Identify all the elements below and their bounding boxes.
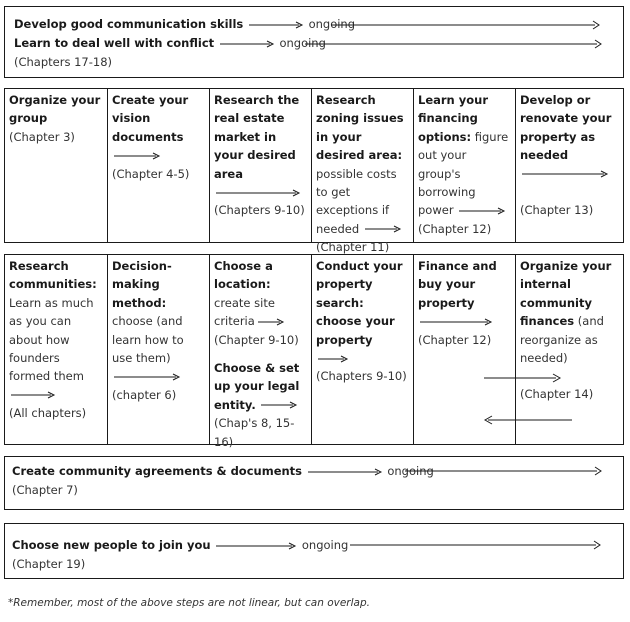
step-property-search — [311, 255, 413, 444]
conflict-label: Learn to deal well with conflict — [14, 36, 215, 50]
steps-row-1 — [4, 88, 624, 255]
step-description: possible costs to get exceptions if needed — [316, 166, 397, 236]
step-chapter: (chapter 6) — [112, 387, 177, 402]
new-people-box — [4, 523, 624, 579]
arrow-icon — [218, 40, 276, 48]
step-chapter: (Chapter 12) — [418, 332, 492, 347]
step-title: Create your vision documents — [112, 93, 189, 144]
new-people-row — [12, 536, 348, 554]
arrow-icon — [457, 207, 507, 215]
step-chapter: (Chapter 14) — [520, 387, 594, 402]
long-arrow-icon — [405, 466, 605, 476]
step-title: Organize your group — [9, 93, 101, 126]
forward-arrow-icon — [484, 372, 564, 384]
arrow-icon — [418, 318, 494, 326]
arrow-icon — [259, 401, 299, 409]
step-title: Research communities: — [9, 259, 97, 292]
step-description: (and reorganize as needed) — [520, 314, 604, 366]
step-chapter: (Chapter 3) — [9, 129, 75, 144]
arrow-icon — [214, 542, 298, 550]
ongoing-skills-box — [4, 6, 624, 78]
arrow-icon — [112, 373, 182, 381]
arrow-icon — [214, 189, 302, 197]
step-chapter: (Chapter 13) — [520, 203, 594, 218]
step-chapter: (Chapter 11) — [316, 240, 390, 255]
arrow-icon — [9, 391, 57, 399]
step-legal-entity: Choose & set up your legal entity. — [214, 361, 300, 412]
step-vision-documents — [107, 89, 209, 242]
step-description: figure out your group's borrowing power — [418, 129, 509, 218]
arrow-icon — [306, 468, 384, 476]
agreements-status: ongoing — [387, 464, 434, 478]
communication-skills-row — [14, 15, 355, 33]
arrow-icon — [258, 318, 286, 326]
step-chapter: (Chapter 4-5) — [112, 166, 190, 181]
step-title: Research the real estate market in your desired area — [214, 93, 300, 181]
step-description: choose (and learn how to use them) — [112, 314, 184, 366]
step-chapter: (Chapter 12) — [418, 221, 492, 236]
step-chapter: (Chapters 9-10) — [316, 369, 407, 384]
step-research-zoning — [311, 89, 413, 255]
step-description: create site criteria — [214, 295, 275, 329]
step-choose-location — [209, 255, 311, 449]
step-title: Learn your financing options: — [418, 93, 489, 144]
agreements-label: Create community agreements & documents — [12, 464, 303, 478]
step-title: Develop or renovate your property as needed — [520, 93, 612, 163]
long-arrow-icon — [350, 540, 605, 550]
step-title: Choose a location: — [214, 259, 273, 292]
step-title: Decision-making method: — [112, 259, 172, 310]
step-organize-group — [5, 89, 107, 242]
footnote: *Remember, most of the above steps are not linear, but can overlap. — [8, 597, 370, 609]
long-arrow-icon — [331, 20, 601, 30]
step-financing-options — [413, 89, 515, 242]
step-develop-property — [515, 89, 622, 242]
long-arrow-icon — [305, 39, 605, 49]
step-chapter: (Chap's 8, 15-16) — [214, 416, 295, 449]
step-research-communities — [5, 255, 107, 444]
communication-skills-label: Develop good communication skills — [14, 17, 244, 31]
step-title: Research zoning issues in your desired area: — [316, 93, 404, 163]
agreements-box — [4, 456, 624, 510]
new-people-label: Choose new people to join you — [12, 538, 211, 552]
back-arrow-icon — [484, 414, 574, 426]
step-research-market — [209, 89, 311, 242]
top-chapters: (Chapters 17-18) — [14, 55, 113, 69]
step-title: Conduct your property search: choose your property — [316, 259, 403, 347]
step-decision-making — [107, 255, 209, 444]
arrow-icon — [363, 225, 403, 233]
communication-status: ongoing — [308, 17, 356, 31]
arrow-icon — [247, 21, 305, 29]
arrow-icon — [316, 355, 350, 363]
step-title: Finance and buy your property — [418, 259, 497, 310]
step-description: Learn as much as you can about how founders formed them — [9, 295, 94, 384]
agreements-chapter: (Chapter 7) — [12, 483, 78, 497]
arrow-icon — [112, 152, 162, 160]
step-chapter: (All chapters) — [9, 406, 87, 421]
new-people-status: ongoing — [301, 538, 349, 552]
new-people-chapter: (Chapter 19) — [12, 557, 86, 571]
step-chapter: (Chapter 9-10) — [214, 332, 299, 347]
step-title: Organize your internal community finances — [520, 259, 612, 329]
step-chapter: (Chapters 9-10) — [214, 203, 305, 218]
conflict-row — [14, 34, 326, 52]
agreements-row — [12, 462, 434, 480]
arrow-icon — [520, 170, 610, 178]
conflict-status: ongoing — [279, 36, 326, 50]
